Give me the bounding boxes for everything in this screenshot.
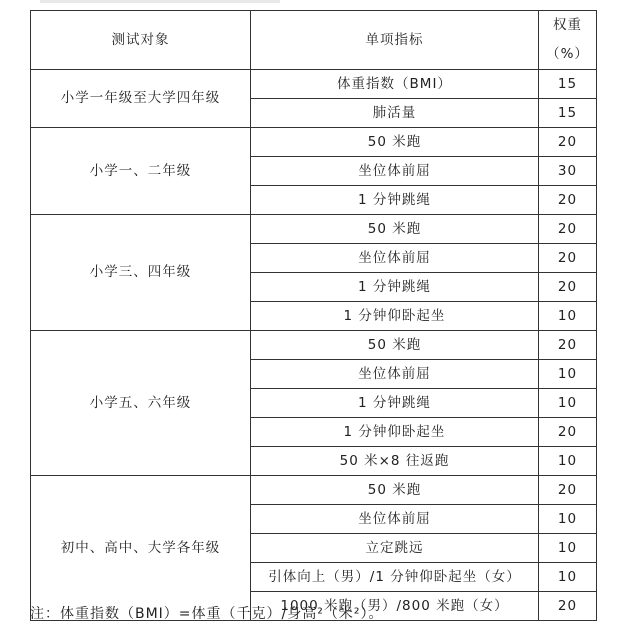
weight-table-container — [30, 10, 596, 621]
indicator-cell: 1 分钟跳绳 — [251, 389, 539, 418]
indicator-cell: 50 米跑 — [251, 215, 539, 244]
weight-table — [30, 10, 597, 621]
indicator-cell: 坐位体前屈 — [251, 157, 539, 186]
indicator-cell: 1 分钟仰卧起坐 — [251, 418, 539, 447]
indicator-cell: 50 米×8 往返跑 — [251, 447, 539, 476]
weight-cell: 20 — [539, 418, 597, 447]
indicator-cell: 坐位体前屈 — [251, 244, 539, 273]
indicator-cell: 引体向上（男）/1 分钟仰卧起坐（女） — [251, 563, 539, 592]
indicator-cell: 坐位体前屈 — [251, 505, 539, 534]
group-target: 小学一、二年级 — [31, 128, 251, 215]
indicator-cell: 体重指数（BMI） — [251, 70, 539, 99]
weight-cell: 20 — [539, 476, 597, 505]
table-row — [31, 215, 597, 244]
weight-cell: 20 — [539, 244, 597, 273]
top-edge-artifact — [40, 0, 280, 3]
header-target: 测试对象 — [31, 11, 251, 70]
weight-cell: 10 — [539, 505, 597, 534]
indicator-cell: 1 分钟跳绳 — [251, 273, 539, 302]
weight-cell: 10 — [539, 389, 597, 418]
table-row — [31, 128, 597, 157]
indicator-cell: 50 米跑 — [251, 331, 539, 360]
weight-cell: 20 — [539, 186, 597, 215]
header-weight: 权重（%） — [539, 11, 597, 70]
weight-cell: 30 — [539, 157, 597, 186]
indicator-cell: 1000 米跑（男）/800 米跑（女） — [251, 592, 539, 621]
table-row — [31, 476, 597, 505]
indicator-cell: 1 分钟仰卧起坐 — [251, 302, 539, 331]
group-target: 小学五、六年级 — [31, 331, 251, 476]
indicator-cell: 立定跳远 — [251, 534, 539, 563]
indicator-cell: 坐位体前屈 — [251, 360, 539, 389]
group-target: 小学三、四年级 — [31, 215, 251, 331]
group-target: 小学一年级至大学四年级 — [31, 70, 251, 128]
table-header-row — [31, 11, 597, 70]
indicator-cell: 50 米跑 — [251, 128, 539, 157]
weight-cell: 15 — [539, 99, 597, 128]
weight-cell: 10 — [539, 563, 597, 592]
weight-cell: 20 — [539, 215, 597, 244]
weight-cell: 10 — [539, 360, 597, 389]
weight-cell: 20 — [539, 273, 597, 302]
weight-cell: 20 — [539, 331, 597, 360]
group-target: 初中、高中、大学各年级 — [31, 476, 251, 621]
table-row — [31, 331, 597, 360]
weight-cell: 10 — [539, 302, 597, 331]
header-indicator: 单项指标 — [251, 11, 539, 70]
weight-cell: 20 — [539, 128, 597, 157]
table-row — [31, 70, 597, 99]
indicator-cell: 1 分钟跳绳 — [251, 186, 539, 215]
weight-cell: 15 — [539, 70, 597, 99]
weight-cell: 20 — [539, 592, 597, 621]
indicator-cell: 50 米跑 — [251, 476, 539, 505]
weight-cell: 10 — [539, 447, 597, 476]
indicator-cell: 肺活量 — [251, 99, 539, 128]
weight-cell: 10 — [539, 534, 597, 563]
footnote: 注：体重指数（BMI）=体重（千克）/身高²（米²）。 — [30, 606, 384, 622]
